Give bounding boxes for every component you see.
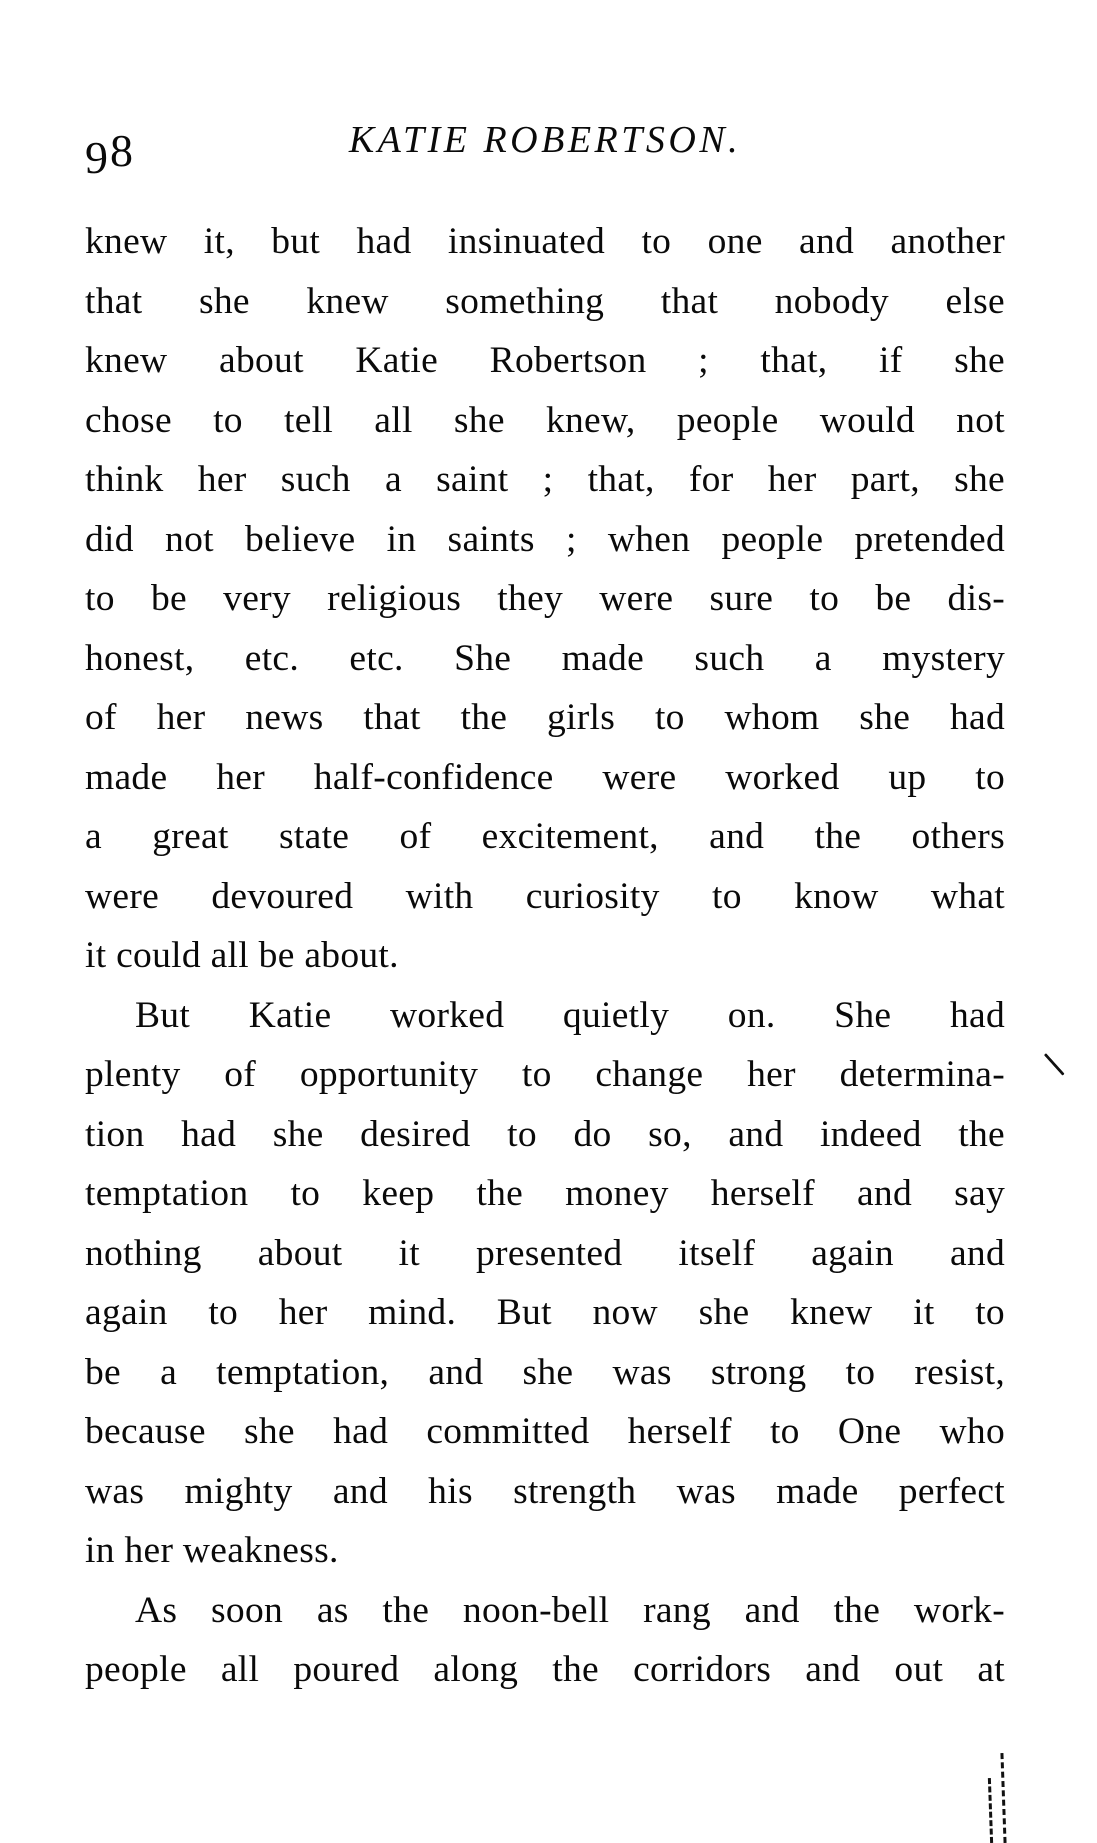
body-text bbox=[85, 212, 1005, 1700]
text-line: that she knew something that nobody else bbox=[85, 280, 1005, 322]
text-line: of her news that the girls to whom she had bbox=[85, 697, 1005, 738]
stray-diagonal-mark bbox=[1044, 1053, 1065, 1076]
text-line: it could all be about. bbox=[85, 935, 399, 976]
text-line: a great state of excitement, and the others bbox=[85, 816, 1005, 857]
text-line: knew about Katie Robertson ; that, if she bbox=[85, 340, 1005, 381]
text-line: chose to tell all she knew, people would not bbox=[85, 399, 1005, 441]
scan-streak-icon bbox=[988, 1778, 993, 1843]
text-line: did not believe in saints ; when people pretended bbox=[85, 518, 1005, 560]
scan-streak-icon bbox=[1000, 1753, 1006, 1843]
running-head bbox=[85, 118, 1005, 183]
text-line: tion had she desired to do so, and indeed the bbox=[85, 1113, 1005, 1155]
text-line: think her such a saint ; that, for her part, she bbox=[85, 459, 1005, 500]
text-line: to be very religious they were sure to be dis- bbox=[85, 578, 1005, 619]
text-line: made her half-confidence were worked up to bbox=[85, 756, 1005, 798]
text-line: again to her mind. But now she knew it to bbox=[85, 1292, 1005, 1333]
page-number: 98 bbox=[85, 125, 135, 183]
text-line: As soon as the noon-bell rang and the work- bbox=[135, 1589, 1005, 1631]
text-line: knew it, but had insinuated to one and another bbox=[85, 221, 1005, 262]
text-line: was mighty and his strength was made perfect bbox=[85, 1470, 1005, 1512]
running-title: KATIE ROBERTSON. bbox=[348, 119, 742, 161]
text-line: nothing about it presented itself again and bbox=[85, 1232, 1005, 1274]
text-line: in her weakness. bbox=[85, 1530, 339, 1571]
text-line: temptation to keep the money herself and say bbox=[85, 1173, 1005, 1214]
text-line: plenty of opportunity to change her determina- bbox=[85, 1054, 1005, 1095]
text-line: people all poured along the corridors and out at bbox=[85, 1649, 1005, 1690]
text-line: But Katie worked quietly on. She had bbox=[135, 994, 1005, 1036]
text-line: be a temptation, and she was strong to resist, bbox=[85, 1351, 1005, 1393]
text-line: because she had committed herself to One who bbox=[85, 1411, 1005, 1452]
text-line: were devoured with curiosity to know what bbox=[85, 875, 1005, 917]
text-line: honest, etc. etc. She made such a mystery bbox=[85, 637, 1005, 679]
